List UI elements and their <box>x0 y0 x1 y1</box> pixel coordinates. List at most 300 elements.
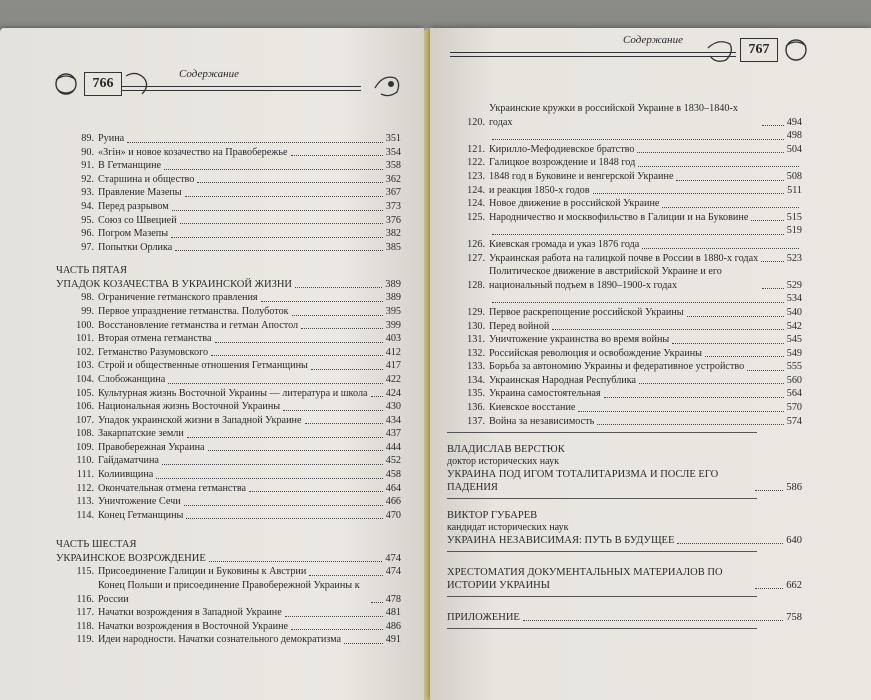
toc-entry <box>447 265 802 292</box>
page-ref: 564 <box>786 388 802 400</box>
ornament-icon <box>50 68 84 102</box>
toc-entry <box>56 346 401 360</box>
entry-number: 98. <box>81 292 94 304</box>
entry-title: Национальная жизнь Восточной Украины <box>98 401 281 413</box>
entry-title: Киевское восстание <box>489 402 576 414</box>
leader-dots <box>171 237 383 238</box>
part-title: УКРАИНСКОЕ ВОЗРОЖДЕНИЕ <box>56 553 206 565</box>
separator <box>447 432 757 433</box>
left-page <box>0 28 424 700</box>
leader-dots <box>215 342 383 343</box>
toc-entry <box>56 606 401 620</box>
leader-dots <box>283 410 383 411</box>
leader-dots <box>755 588 783 589</box>
part-title-row <box>56 278 401 291</box>
entry-number: 132. <box>467 347 485 359</box>
toc-group <box>56 291 401 522</box>
page-ref: 389 <box>385 279 401 291</box>
entry-number: 135. <box>467 388 485 400</box>
leader-dots <box>261 301 383 302</box>
leader-dots <box>311 369 383 370</box>
toc-entry <box>447 252 802 266</box>
toc-entry <box>447 238 802 252</box>
page-ref: 382 <box>385 228 401 240</box>
leader-dots <box>662 207 799 208</box>
ornament-icon <box>122 68 156 102</box>
toc-entry <box>56 359 401 373</box>
toc-entry <box>447 306 802 320</box>
right-page <box>430 28 871 700</box>
entry-title: Конец Польши и присоединение Правобережной Украины к России <box>98 580 360 605</box>
entry-number: 102. <box>76 346 94 358</box>
entry-title: 1848 год в Буковине и венгерской Украине <box>489 170 674 182</box>
toc-entry <box>447 415 802 429</box>
entry-title: Война за независимость <box>489 415 595 427</box>
toc-entry <box>56 200 401 214</box>
entry-title: Погром Мазепы <box>98 228 169 240</box>
right-toc <box>447 102 802 629</box>
leader-dots <box>309 575 382 576</box>
leader-dots <box>705 356 784 357</box>
page-ref: 403 <box>385 333 401 345</box>
entry-title: Украинская работа на галицкой почве в России в 1880-х годах <box>489 252 759 264</box>
toc-entry <box>56 186 401 200</box>
page-ref: 417 <box>385 360 401 372</box>
leader-dots <box>604 397 784 398</box>
page-ref: 586 <box>786 482 802 494</box>
entry-title: Ограничение гетманского правления <box>98 292 258 304</box>
toc-entry <box>56 373 401 387</box>
entry-title: Киевская громада и указ 1876 года <box>489 238 640 250</box>
page-ref: 376 <box>385 214 401 226</box>
entry-title: В Гетманщине <box>98 160 162 172</box>
page-ref: 478 <box>385 593 401 605</box>
entry-title: Политическое движение в австрийской Украине и его национальный подъем в 1890–1900-х годах <box>489 266 722 291</box>
page-ref: 434 <box>385 414 401 426</box>
entry-title: Присоединение Галиции и Буковины к Австрии <box>98 566 307 578</box>
page-ref: 464 <box>385 482 401 494</box>
entry-title: Попытки Орлика <box>98 241 173 253</box>
toc-entry <box>447 347 802 361</box>
toc-entry <box>56 633 401 647</box>
page-ref: 545 <box>786 334 802 346</box>
entry-title: Начатки возрождения в Западной Украине <box>98 607 282 619</box>
entry-number: 120. <box>467 116 485 128</box>
section-title: ХРЕСТОМАТИЯ ДОКУМЕНТАЛЬНЫХ МАТЕРИАЛОВ ПО ИСТОРИИ УКРАИНЫ <box>447 567 723 592</box>
page-ref: 474 <box>385 566 401 578</box>
leader-dots <box>168 383 382 384</box>
left-toc <box>56 132 401 647</box>
toc-entry <box>56 291 401 305</box>
entry-title: Закарпатские земли <box>98 428 184 440</box>
toc-entry <box>447 333 802 347</box>
section-title: УКРАИНА ПОД ИГОМ ТОТАЛИТАРИЗМА И ПОСЛЕ ЕГО ПАДЕНИЯ <box>447 469 719 494</box>
entry-title: Борьба за автономию Украины и федеративное устройство <box>489 361 745 373</box>
section-title-row <box>447 468 802 494</box>
page-ref: 574 <box>786 415 802 427</box>
leader-dots <box>186 518 382 519</box>
entry-number: 97. <box>81 241 94 253</box>
entry-number: 93. <box>81 187 94 199</box>
toc-entry <box>56 427 401 441</box>
leader-dots <box>208 450 383 451</box>
part-title: УПАДОК КОЗАЧЕСТВА В УКРАИНСКОЙ ЖИЗНИ <box>56 279 293 291</box>
entry-number: 107. <box>76 414 94 426</box>
entry-number: 106. <box>76 401 94 413</box>
page-ref: 351 <box>385 133 401 144</box>
entry-title: Идеи народности. Начатки сознательного демократизма <box>98 634 342 646</box>
entry-number: 95. <box>81 214 94 226</box>
entry-number: 113. <box>76 496 94 508</box>
entry-number: 99. <box>81 305 94 317</box>
leader-dots <box>676 180 783 181</box>
leader-dots <box>371 602 383 603</box>
page-ref: 474 <box>385 553 401 565</box>
leader-dots <box>552 329 783 330</box>
entry-number: 92. <box>81 173 94 185</box>
entry-title: Окончательная отмена гетманства <box>98 482 247 494</box>
leader-dots <box>672 343 783 344</box>
page-ref: 549 <box>786 347 802 359</box>
entry-title: Народничество и москвофильство в Галиции и на Буковине <box>489 211 749 223</box>
toc-entry <box>56 400 401 414</box>
section-degree: доктор исторических наук <box>447 456 559 468</box>
leader-dots <box>762 288 784 289</box>
entry-number: 111. <box>76 469 94 481</box>
toc-entry <box>447 360 802 374</box>
leader-dots <box>638 166 799 167</box>
entry-number: 128. <box>467 279 485 291</box>
page-ref: 367 <box>385 187 401 199</box>
toc-entry <box>56 565 401 579</box>
entry-number: 130. <box>467 320 485 332</box>
leader-dots <box>747 370 783 371</box>
toc-entry <box>56 482 401 496</box>
part-title-row <box>56 552 401 565</box>
leader-dots <box>209 561 383 562</box>
toc-entry <box>447 211 802 225</box>
entry-number: 122. <box>467 157 485 169</box>
leader-dots <box>292 315 383 316</box>
page-ref: 373 <box>385 200 401 212</box>
header-title: Содержание <box>176 68 242 80</box>
page-ref: 358 <box>385 160 401 172</box>
entry-number: 109. <box>76 441 94 453</box>
page-ref: 494 <box>786 116 802 128</box>
section-title-row <box>447 566 802 592</box>
section-title-row <box>447 611 802 624</box>
entry-title: Гайдаматчина <box>98 455 159 467</box>
entry-number: 104. <box>76 373 94 385</box>
page-ref: 534 <box>786 293 802 305</box>
page-ref: 412 <box>385 346 401 358</box>
entry-title: Слобожанщина <box>98 373 166 385</box>
header-title: Содержание <box>620 34 686 46</box>
entry-title: Первое раскрепощение российской Украины <box>489 306 684 318</box>
entry-title: Начатки возрождения в Восточной Украине <box>98 620 289 632</box>
section-author: ВЛАДИСЛАВ ВЕРСТЮК <box>447 444 565 456</box>
leader-dots <box>751 220 783 221</box>
page-ref: 481 <box>385 607 401 619</box>
leader-dots <box>761 261 784 262</box>
page-ref: 389 <box>385 292 401 304</box>
toc-entry <box>447 387 802 401</box>
entry-number: 123. <box>467 170 485 182</box>
page-ref: 523 <box>786 252 802 264</box>
page-ref: 470 <box>385 509 401 521</box>
toc-entry <box>56 214 401 228</box>
page-ref: 486 <box>385 620 401 632</box>
entry-title: Украинская Народная Республика <box>489 374 637 386</box>
toc-entry-continuation <box>447 129 802 143</box>
toc-entry <box>447 102 802 129</box>
entry-number: 100. <box>76 319 94 331</box>
section-title-row <box>447 534 802 547</box>
leader-dots <box>492 139 784 140</box>
entry-title: Перед войной <box>489 320 550 332</box>
entry-title: Культурная жизнь Восточной Украины — литература и школа <box>98 387 368 399</box>
leader-dots <box>285 616 383 617</box>
right-page-header <box>450 34 796 74</box>
leader-dots <box>639 383 784 384</box>
entry-number: 136. <box>467 402 485 414</box>
page-ref: 504 <box>786 143 802 155</box>
left-page-header <box>56 68 401 108</box>
entry-number: 124. <box>467 198 485 210</box>
toc-entry <box>56 241 401 255</box>
entry-number: 94. <box>81 200 94 212</box>
entry-title: Старшина и общество <box>98 173 195 185</box>
page-ref: 362 <box>385 173 401 185</box>
leader-dots <box>762 125 784 126</box>
entry-number: 115. <box>76 566 94 578</box>
leader-dots <box>156 478 382 479</box>
entry-number: 134. <box>467 374 485 386</box>
toc-entry <box>56 227 401 241</box>
toc-entry <box>56 454 401 468</box>
entry-number: 103. <box>76 360 94 372</box>
leader-dots <box>164 169 383 170</box>
toc-entry <box>56 509 401 523</box>
toc-entry-continuation <box>447 292 802 306</box>
entry-title: Союз со Швецией <box>98 214 177 226</box>
entry-title: Вторая отмена гетманства <box>98 333 212 345</box>
leader-dots <box>185 196 383 197</box>
leader-dots <box>211 355 383 356</box>
entry-number: 89. <box>81 133 94 144</box>
entry-title: Новое движение в российской Украине <box>489 198 660 210</box>
entry-title: Кирилло-Мефодиевское братство <box>489 143 635 155</box>
toc-entry <box>56 132 401 146</box>
toc-entry <box>447 197 802 211</box>
section-title: ПРИЛОЖЕНИЕ <box>447 612 520 624</box>
page-ref: 511 <box>787 184 802 196</box>
entry-number: 125. <box>467 211 485 223</box>
page-ref: 519 <box>786 225 802 237</box>
toc-entry <box>447 156 802 170</box>
entry-number: 133. <box>467 361 485 373</box>
page-ref: 430 <box>385 401 401 413</box>
entry-title: Перед разрывом <box>98 200 169 212</box>
toc-entry <box>56 441 401 455</box>
section-author: ВИКТОР ГУБАРЕВ <box>447 510 538 522</box>
entry-title: Галицкое возрождение и 1848 год <box>489 157 636 169</box>
leader-dots <box>305 423 383 424</box>
leader-dots <box>291 155 383 156</box>
entry-title: «Згін» и новое козачество на Правобережье <box>98 146 288 158</box>
entry-number: 127. <box>467 252 485 264</box>
entry-number: 112. <box>76 482 94 494</box>
ornament-icon <box>371 68 405 102</box>
entry-title: Восстановление гетманства и гетман Апостол <box>98 319 299 331</box>
entry-title: Правление Мазепы <box>98 187 182 199</box>
leader-dots <box>677 543 783 544</box>
entry-number: 124. <box>467 184 485 196</box>
leader-dots <box>642 248 799 249</box>
leader-dots <box>197 182 382 183</box>
leader-dots <box>187 437 383 438</box>
entry-number: 101. <box>76 333 94 345</box>
entry-title: и реакция 1850-х годов <box>489 184 590 196</box>
entry-title: Упадок украинской жизни в Западной Украине <box>98 414 302 426</box>
toc-entry <box>56 146 401 160</box>
toc-entry <box>447 143 802 157</box>
toc-entry <box>56 414 401 428</box>
entry-number: 114. <box>76 509 94 521</box>
page-number: 767 <box>740 38 778 62</box>
entry-number: 131. <box>467 334 485 346</box>
leader-dots <box>523 620 783 621</box>
toc-entry <box>56 305 401 319</box>
leader-dots <box>172 210 383 211</box>
page-ref: 424 <box>385 387 401 399</box>
page-ref: 437 <box>385 428 401 440</box>
entry-number: 121. <box>467 143 485 155</box>
leader-dots <box>597 424 783 425</box>
leader-dots <box>249 491 383 492</box>
toc-entry <box>447 184 802 198</box>
part-label: ЧАСТЬ ПЯТАЯ <box>56 265 128 277</box>
page-number: 766 <box>84 72 122 96</box>
entry-number: 116. <box>76 593 94 605</box>
entry-number: 90. <box>81 146 94 158</box>
toc-entry <box>56 387 401 401</box>
entry-title: Правобережная Украина <box>98 441 205 453</box>
part-label: ЧАСТЬ ШЕСТАЯ <box>56 539 137 551</box>
toc-group <box>56 132 401 254</box>
toc-entry <box>56 495 401 509</box>
toc-entry <box>56 319 401 333</box>
entry-number: 117. <box>76 607 94 619</box>
header-rule <box>450 52 736 57</box>
entry-title: Украина самостоятельная <box>489 388 601 400</box>
entry-title: Руина <box>98 133 125 144</box>
entry-title: Гетманство Разумовского <box>98 346 209 358</box>
leader-dots <box>593 193 785 194</box>
toc-entry <box>447 170 802 184</box>
leader-dots <box>687 316 784 317</box>
toc-group <box>447 443 802 629</box>
toc-entry <box>56 620 401 634</box>
header-rule <box>122 86 361 91</box>
leader-dots <box>127 142 383 143</box>
page-ref: 458 <box>385 469 401 481</box>
entry-title: Уничтожение Сечи <box>98 496 181 508</box>
page-ref: 354 <box>385 146 401 158</box>
toc-entry <box>447 401 802 415</box>
page-ref: 570 <box>786 402 802 414</box>
toc-group <box>56 565 401 647</box>
toc-entry-continuation <box>447 224 802 238</box>
page-ref: 555 <box>786 361 802 373</box>
page-ref: 491 <box>385 634 401 646</box>
entry-title: Российская революция и освобождение Украины <box>489 347 702 359</box>
separator <box>447 628 757 629</box>
leader-dots <box>295 287 382 288</box>
separator <box>447 498 757 499</box>
leader-dots <box>371 396 383 397</box>
page-ref: 452 <box>385 455 401 467</box>
leader-dots <box>492 302 784 303</box>
toc-entry <box>56 579 401 606</box>
page-ref: 560 <box>786 374 802 386</box>
leader-dots <box>578 411 783 412</box>
page-ref: 444 <box>385 441 401 453</box>
toc-group <box>447 102 802 428</box>
entry-number: 126. <box>467 238 485 250</box>
entry-number: 96. <box>81 228 94 240</box>
toc-entry <box>447 320 802 334</box>
toc-entry <box>56 468 401 482</box>
ornament-icon <box>704 34 738 68</box>
toc-entry <box>56 332 401 346</box>
entry-title: Конец Гетманщины <box>98 509 184 521</box>
entry-title: Первое упразднение гетманства. Полуботок <box>98 305 289 317</box>
page-ref: 395 <box>385 305 401 317</box>
entry-number: 137. <box>467 415 485 427</box>
entry-number: 129. <box>467 306 485 318</box>
page-ref: 422 <box>385 373 401 385</box>
entry-number: 108. <box>76 428 94 440</box>
leader-dots <box>301 328 383 329</box>
leader-dots <box>162 464 383 465</box>
leader-dots <box>637 152 783 153</box>
page-ref: 515 <box>786 211 802 223</box>
page-ref: 466 <box>385 496 401 508</box>
leader-dots <box>180 223 383 224</box>
page-ref: 385 <box>385 241 401 253</box>
page-ref: 540 <box>786 306 802 318</box>
entry-title: Уничтожение украинства во время войны <box>489 334 670 346</box>
page-ref: 399 <box>385 319 401 331</box>
page-ref: 542 <box>786 320 802 332</box>
entry-number: 119. <box>76 634 94 646</box>
entry-title: Украинские кружки в российской Украине в 1830–1840-х годах <box>489 103 738 128</box>
page-ref: 498 <box>786 130 802 142</box>
page-ref: 640 <box>786 535 802 547</box>
page-ref: 662 <box>786 580 802 592</box>
leader-dots <box>184 505 383 506</box>
page-ref: 529 <box>786 279 802 291</box>
leader-dots <box>291 629 383 630</box>
ornament-icon <box>780 34 814 68</box>
separator <box>447 551 757 552</box>
entry-number: 105. <box>76 387 94 399</box>
entry-number: 118. <box>76 620 94 632</box>
entry-number: 110. <box>76 455 94 467</box>
toc-entry <box>447 374 802 388</box>
toc-entry <box>56 173 401 187</box>
